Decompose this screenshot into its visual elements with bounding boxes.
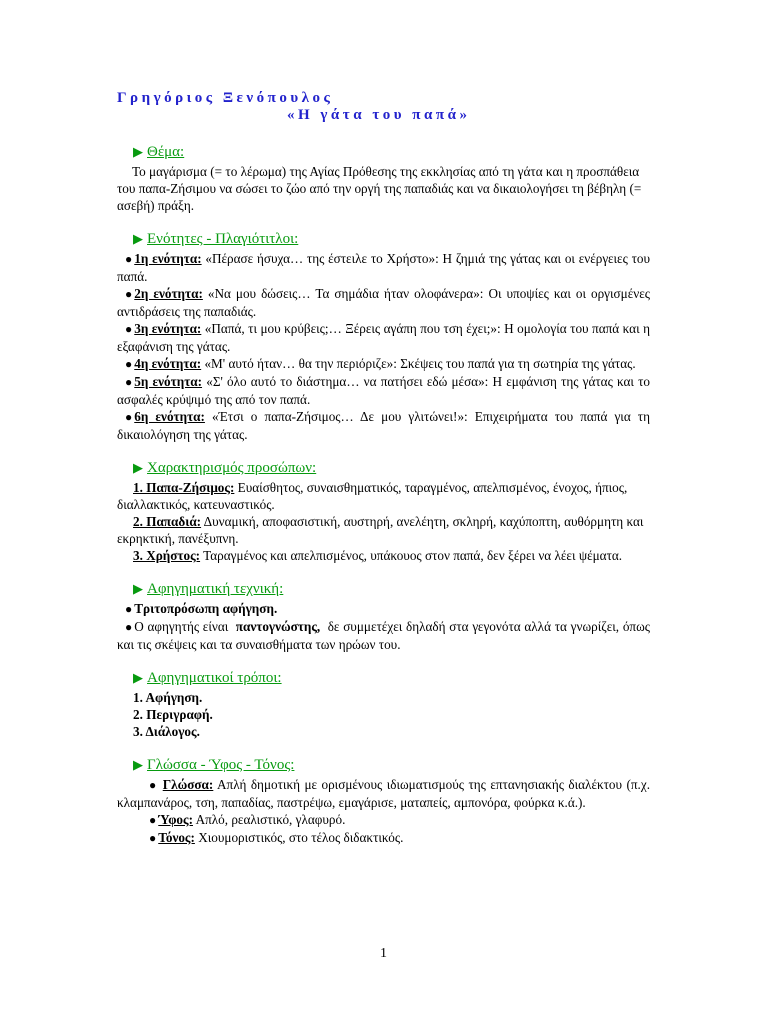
- mode-item: 2. Περιγραφή.: [133, 707, 213, 722]
- triangle-right-icon: ▶: [133, 231, 143, 246]
- work-title: «Η γάτα του παπά»: [287, 107, 471, 123]
- bullet-icon: ●: [125, 357, 133, 371]
- section-heading-units: ▶ Ενότητες - Πλαγιότιτλοι:: [133, 231, 299, 247]
- character-item: 3. Χρήστος: Ταραγμένος και απελπισμένος, υπάκουος στον παπά, δεν ξέρει να λέει ψέματα.: [133, 548, 623, 563]
- section-heading-narrative-technique: ▶ Αφηγηματική τεχνική:: [133, 581, 284, 597]
- unit-item: ● 4η ενότητα: «Μ' αυτό ήταν… θα την περιόριζε»: Σκέψεις του παπά για τη σωτηρία της γάτας.: [117, 355, 650, 373]
- section-heading-language: ▶ Γλώσσα - Ύφος - Τόνος:: [133, 757, 295, 773]
- unit-item: ● 3η ενότητα: «Παπά, τι μου κρύβεις;… Ξέρεις αγάπη που τση έχει;»: Η ομολογία του παπά και η εξαφάνιση της γάτας.: [117, 321, 650, 354]
- unit-item: ● 5η ενότητα: «Σ' όλο αυτό το διάστημα… να πατήσει εδώ μέσα»: Η εμφάνιση της γάτας και το ασφαλές κρύψιμό της από τον παπά.: [117, 374, 651, 407]
- technique-item: ● Τριτοπρόσωπη αφήγηση.: [117, 600, 650, 618]
- unit-item: ● 2η ενότητα: «Να μου δώσεις… Τα σημάδια ήταν ολοφάνερα»: Οι υποψίες και οι οργισμένες αντιδράσεις της παπαδιάς.: [117, 286, 650, 319]
- bullet-icon: ●: [149, 813, 157, 827]
- section-heading-narrative-modes: ▶ Αφηγηματικοί τρόποι:: [133, 670, 282, 686]
- language-item: ● Ύφος: Απλό, ρεαλιστικό, γλαφυρό.: [117, 811, 650, 829]
- theme-paragraph: Το μαγάρισμα (= το λέρωμα) της Αγίας Πρόθεσης της εκκλησίας από τη γάτα και η προσπάθεια του παπα-Ζήσιμου να σώσει το ζώο από την οργή της παπαδιάς και να δικαιολογήσει τη βέβηλη (= ασεβή) πράξη.: [117, 164, 642, 213]
- unit-item: ● 1η ενότητα: «Πέρασε ήσυχα… της έστειλε το Χρήστο»: Η ζημιά της γάτας και οι ενέργειες του παπά.: [117, 251, 651, 284]
- bullet-icon: ●: [125, 287, 133, 301]
- bullet-icon: ●: [125, 410, 133, 424]
- section-heading-theme: ▶ Θέμα:: [133, 144, 185, 160]
- bullet-icon: ●: [125, 252, 133, 266]
- character-item: 1. Παπα-Ζήσιμος: Ευαίσθητος, συναισθηματικός, ταραγμένος, απελπισμένος, ένοχος, ήπιος, διαλλακτικός, κατευναστικός.: [117, 480, 628, 512]
- unit-item: ● 6η ενότητα: «Έτσι ο παπα-Ζήσιμος… Δε μου γλιτώνει!»: Επιχειρήματα του παπά για τη δικαιολόγηση της γάτας.: [117, 409, 651, 442]
- section-heading-characters: ▶ Χαρακτηρισμός προσώπων:: [133, 460, 317, 476]
- page-number: 1: [380, 946, 387, 961]
- bullet-icon: ●: [125, 602, 133, 616]
- triangle-right-icon: ▶: [133, 581, 143, 596]
- document-body: [117, 142, 650, 847]
- triangle-right-icon: ▶: [133, 757, 143, 772]
- bullet-icon: ●: [125, 620, 133, 634]
- triangle-right-icon: ▶: [133, 144, 143, 159]
- mode-item: 3. Διάλογος.: [133, 724, 200, 739]
- language-item: ● Τόνος: Χιουμοριστικός, στο τέλος διδακτικός.: [117, 829, 650, 847]
- triangle-right-icon: ▶: [133, 460, 143, 475]
- technique-item: ● Ο αφηγητής είναι παντογνώστης, δε συμμετέχει δηλαδή στα γεγονότα αλλά τα γνωρίζει, όπως και τις σκέψεις και τα συναισθήματα των ηρώων του.: [117, 619, 650, 652]
- bullet-icon: ●: [149, 778, 157, 792]
- character-item: 2. Παπαδιά: Δυναμική, αποφασιστική, αυστηρή, ανελέητη, σκληρή, καχύποπτη, αυθόρμητη και εκρηκτική, πανέξυπνη.: [117, 514, 644, 546]
- bullet-icon: ●: [125, 375, 133, 389]
- language-item: ● Γλώσσα: Απλή δημοτική με ορισμένους ιδιωματισμούς της επτανησιακής διαλέκτου (π.χ. κλαμπανάρος, τση, παπαδίας, παστρέψω, εμαγάρισε, ματαπείς, αμπονόρα, φούρκα κ.ά.).: [117, 777, 650, 810]
- mode-item: 1. Αφήγηση.: [133, 690, 203, 705]
- author-name: Γρηγόριος Ξενόπουλος: [117, 90, 334, 106]
- bullet-icon: ●: [125, 322, 133, 336]
- bullet-icon: ●: [149, 831, 157, 845]
- triangle-right-icon: ▶: [133, 670, 143, 685]
